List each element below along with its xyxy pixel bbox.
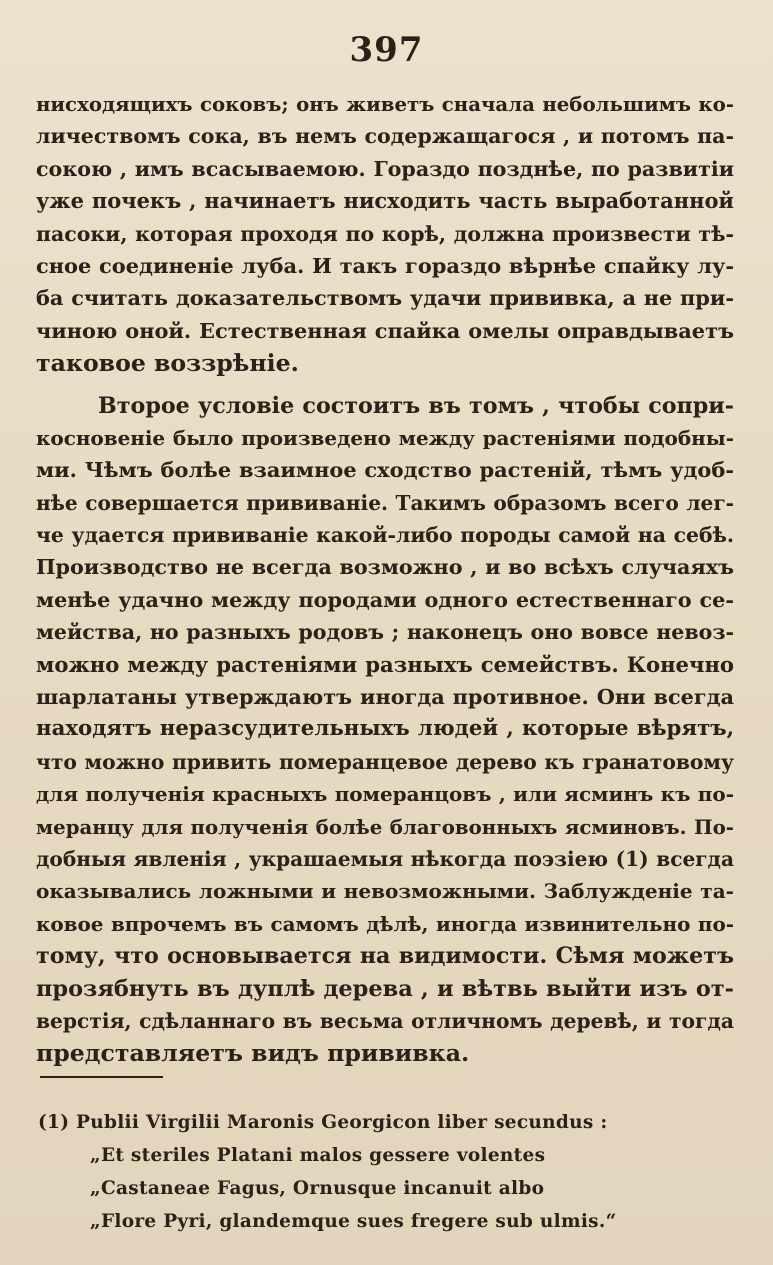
text-line: прозябнуть въ дуплѣ дерева , и вѣтвь выйти изъ от- <box>36 975 734 1002</box>
text-line: мейства, но разныхъ родовъ ; наконецъ оно вовсе невоз- <box>36 620 734 645</box>
text-line: пасоки, которая проходя по корѣ, должна произвести тѣ- <box>36 221 734 246</box>
paragraph-2 <box>36 390 734 1070</box>
text-line: Производство не всегда возможно , и во всѣхъ случаяхъ <box>36 555 734 580</box>
footnote-lead: (1) Publii Virgilii Maronis Georgicon liber secundus : <box>38 1112 608 1133</box>
text-line: для полученія красныхъ померанцовъ , или ясминъ къ по- <box>36 782 734 807</box>
paragraph-1 <box>36 88 734 380</box>
text-line: можно между растеніями разныхъ семействъ. Конечно <box>36 651 734 677</box>
footnote-divider <box>40 1076 163 1078</box>
text-line: ковое впрочемъ въ самомъ дѣлѣ, иногда извинительно по- <box>36 911 734 936</box>
text-line: менѣе удачно между породами одного естественнаго се- <box>36 586 734 612</box>
footnote-verse: „Et steriles Platani malos gessere volentes <box>90 1145 546 1166</box>
footnote-verse: „Castaneae Fagus, Ornusque incanuit albo <box>90 1178 545 1199</box>
text-line: находятъ неразсудительныхъ людей , которые вѣрятъ, <box>36 716 734 742</box>
text-line: тому, что основывается на видимости. Сѣмя можетъ <box>36 943 734 970</box>
text-line: нѣе совершается прививаніе. Такимъ образомъ всего лег- <box>36 490 734 515</box>
text-line: представляетъ видъ прививка. <box>36 1039 470 1068</box>
text-line: меранцу для полученія болѣе благовонныхъ ясминовъ. По- <box>36 814 734 839</box>
text-line: че удается прививаніе какой-либо породы самой на себѣ. <box>36 523 734 548</box>
text-line: верстія, сдѣланнаго въ весьма отличномъ деревѣ, и тогда <box>36 1008 734 1033</box>
text-line: добныя явленія , украшаемыя нѣкогда поэзіею (1) всегда <box>36 846 734 871</box>
text-line: что можно привить померанцевое дерево къ гранатовому <box>36 749 734 774</box>
page-number: 397 <box>349 30 424 70</box>
text-line: косновеніе было произведено между растеніями подобны- <box>36 425 734 450</box>
text-line: шарлатаны утверждаютъ иногда противное. Они всегда <box>36 684 734 710</box>
text-line: чиною оной. Естественная спайка омелы оправдываетъ <box>36 317 734 343</box>
text-line: уже почекъ , начинаетъ нисходить часть выработанной <box>36 188 734 214</box>
text-line: сокою , имъ всасываемою. Гораздо позднѣе, по развитіи <box>36 156 734 181</box>
body-text <box>36 88 734 1070</box>
text-line: сное соединеніе луба. И такъ гораздо вѣрнѣе спайку лу- <box>36 252 734 278</box>
text-line: ми. Чѣмъ болѣе взаимное сходство растеній, тѣмъ удоб- <box>36 457 734 483</box>
text-line: оказывались ложными и невозможными. Заблужденіе та- <box>36 879 734 904</box>
text-line: Второе условіе состоитъ въ томъ , чтобы сопри- <box>98 392 734 419</box>
footnote-verse: „Flore Pyri, glandemque sues fregere sub ulmis.“ <box>90 1211 617 1232</box>
text-line: таковое воззрѣніе. <box>36 349 299 378</box>
text-line: ба считать доказательствомъ удачи прививка, а не при- <box>36 285 734 311</box>
footnote <box>38 1106 738 1238</box>
text-line: нисходящихъ соковъ; онъ живетъ сначала небольшимъ ко- <box>36 92 734 116</box>
text-line: личествомъ сока, въ немъ содержащагося , и потомъ па- <box>36 124 734 149</box>
